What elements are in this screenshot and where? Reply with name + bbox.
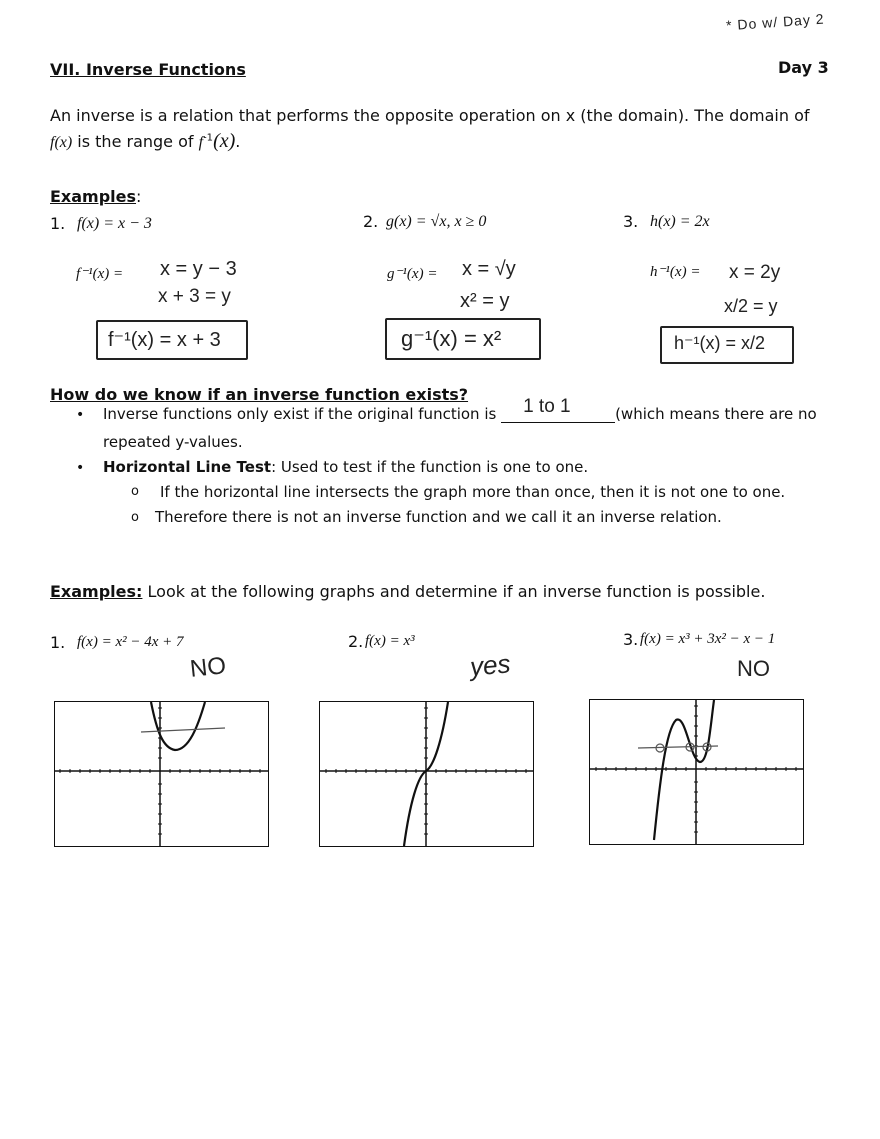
example-3-function: h(x) = 2x (650, 213, 710, 230)
intro-line-2 (50, 130, 240, 153)
graph-1 (54, 701, 269, 847)
graph-2-answer: yes (468, 648, 512, 682)
bullet-dot: • (76, 407, 85, 423)
example-1-number: 1. (50, 214, 66, 233)
example-3-work-2: x/2 = y (724, 296, 778, 316)
bullet-1-text-b: (which means there are no (615, 405, 817, 423)
bullet-1-line (103, 396, 817, 423)
inverse-exponent: -1 (203, 132, 214, 144)
intro-end: . (235, 132, 241, 151)
f-inverse-arg: (x) (213, 130, 236, 152)
sub-bullet-marker: o (131, 510, 139, 525)
example-1-work-2: x + 3 = y (158, 286, 231, 307)
sub-bullet-1: If the horizontal line intersects the graph more than once, then it is not one to one. (160, 483, 786, 501)
horizontal-test-line (141, 728, 225, 732)
example-1-answer: f⁻¹(x) = x + 3 (108, 329, 221, 351)
example-1-work-1: x = y − 3 (160, 258, 237, 280)
graph-1-answer: NO (188, 652, 228, 683)
curve (151, 702, 205, 750)
example-1-function: f(x) = x − 3 (77, 215, 152, 232)
example-2-answer-box (385, 318, 541, 360)
intro-mid: is the range of (72, 132, 199, 151)
bullet-1-text-a: Inverse functions only exist if the original function is (103, 405, 502, 423)
example-3-inverse-label: h⁻¹(x) = (650, 264, 701, 280)
example-3-work-1: x = 2y (729, 262, 781, 283)
example-3-number: 3. (623, 212, 639, 231)
graph-2 (319, 701, 534, 847)
graph-1-function: f(x) = x² − 4x + 7 (77, 634, 184, 650)
intro-line-1: An inverse is a relation that performs the opposite operation on x (the domain). The domain of (50, 106, 810, 125)
examples-2-line (50, 582, 765, 601)
graph-3-function: f(x) = x³ + 3x² − x − 1 (640, 631, 776, 647)
one-to-one-blank (501, 396, 615, 423)
graph-2-function: f(x) = x³ (365, 633, 415, 649)
fx-symbol: f(x) (50, 134, 73, 151)
example-3-answer-box (660, 326, 794, 364)
examples-heading-colon: : (136, 187, 142, 206)
exists-heading: How do we know if an inverse function exists? (50, 385, 469, 404)
examples-heading-label: Examples (50, 187, 137, 206)
bullet-1-text-c: repeated y-values. (103, 433, 243, 451)
example-2-work-1: x = √y (462, 258, 516, 280)
corner-note: * Do w/ Day 2 (725, 10, 826, 34)
bullet-2-line (103, 458, 588, 476)
bullet-2-text: : Used to test if the function is one to one. (271, 458, 589, 476)
one-to-one-answer: 1 to 1 (523, 396, 571, 417)
graph-3-answer: NO (737, 656, 770, 681)
sub-bullet-marker: o (131, 484, 139, 499)
examples-2-heading: Examples: (50, 582, 143, 601)
graph-1-number: 1. (50, 633, 66, 652)
example-2-function: g(x) = √x, x ≥ 0 (386, 213, 487, 230)
f-inverse-symbol: f (198, 134, 204, 151)
examples-2-text: Look at the following graphs and determine if an inverse function is possible. (142, 582, 766, 601)
horizontal-test-line (638, 746, 718, 748)
day-label: Day 3 (778, 58, 829, 77)
examples-heading (50, 187, 141, 206)
curve (654, 700, 714, 840)
horizontal-line-test-label: Horizontal Line Test (103, 458, 272, 476)
graph-3-number: 3. (623, 630, 639, 649)
example-1-answer-box (96, 320, 248, 360)
graph-2-number: 2. (348, 632, 364, 651)
bullet-dot: • (76, 460, 85, 476)
graph-3 (589, 699, 804, 845)
example-2-work-2: x² = y (460, 290, 510, 312)
section-title: VII. Inverse Functions (50, 60, 246, 79)
example-3-answer: h⁻¹(x) = x/2 (674, 333, 766, 353)
example-1-inverse-label: f⁻¹(x) = (76, 266, 124, 282)
sub-bullet-2: Therefore there is not an inverse function and we call it an inverse relation. (155, 508, 722, 526)
example-2-answer: g⁻¹(x) = x² (401, 326, 502, 351)
example-2-number: 2. (363, 212, 379, 231)
example-2-inverse-label: g⁻¹(x) = (387, 266, 438, 282)
